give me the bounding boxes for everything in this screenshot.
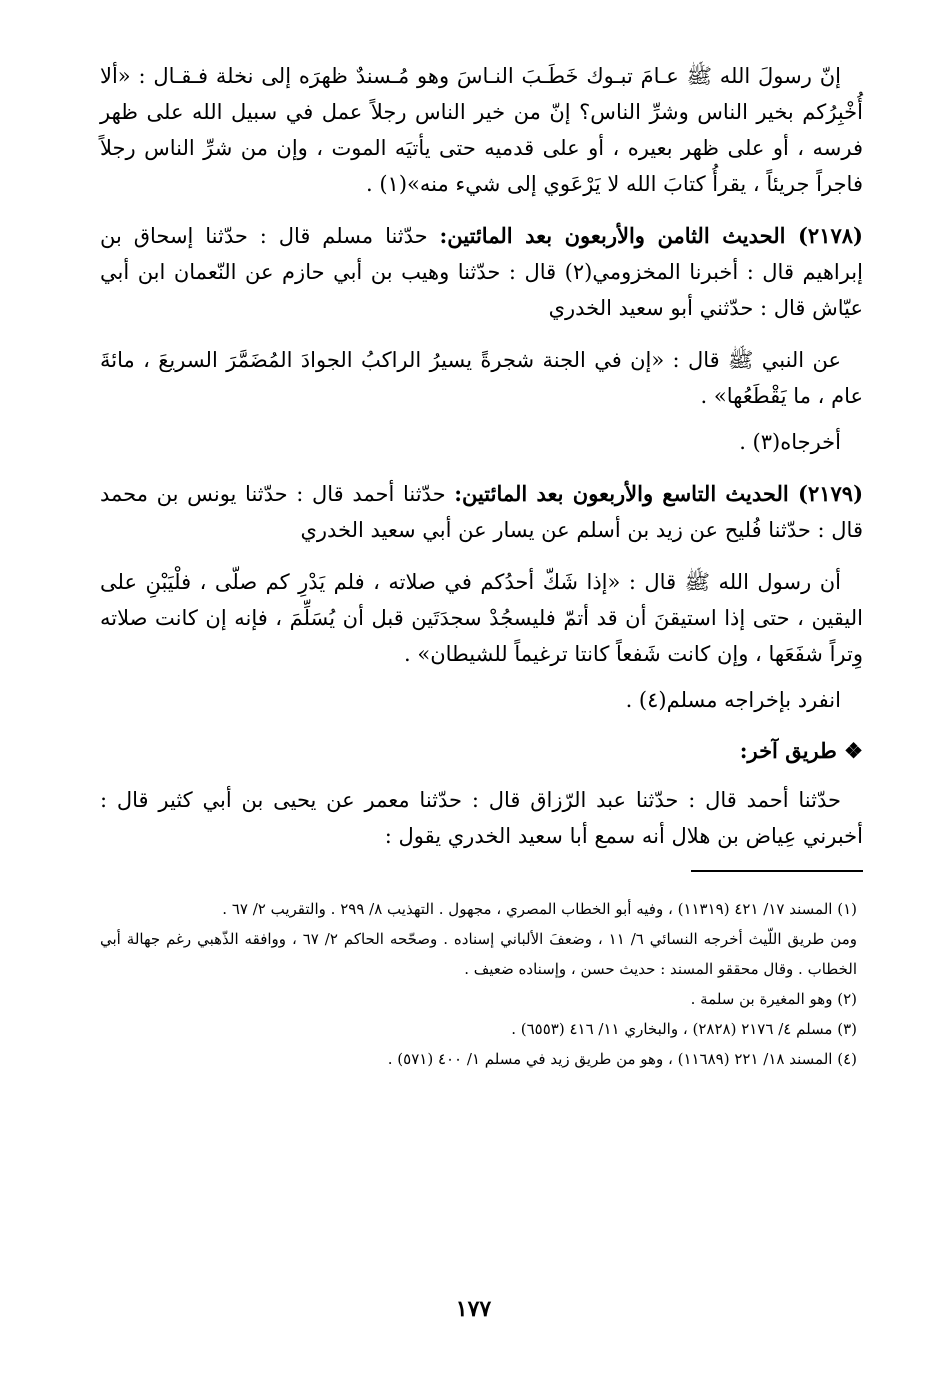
footnotes xyxy=(100,894,863,1074)
footnote-1: (١) المسند ١٧/ ٤٢١ (١١٣١٩) ، وفيه أبو الخطاب المصري ، مجهول . التهذيب ٨/ ٢٩٩ . والتقريب ٢/ ٦٧ . xyxy=(222,900,857,918)
hadith-2178 xyxy=(100,218,863,326)
footnote-separator xyxy=(691,870,863,872)
another-route-heading: ❖ طريق آخر: xyxy=(739,738,863,763)
page-body xyxy=(100,58,863,1074)
takhrij-2178: أخرجاه(٣) . xyxy=(739,430,841,454)
takhrij-2179: انفرد بإخراجه مسلم(٤) . xyxy=(625,688,841,712)
heading-2179: (٢١٧٩) الحديث التاسع والأربعون بعد المائتين: xyxy=(454,481,863,506)
hadith-text-2178: عن النبي ﷺ قال : «إن في الجنة شجرةً يسيرُ الراكبُ الجوادَ المُضَمَّرَ السريعَ ، مائةَ عام ، ما يَقْطَعُها» . xyxy=(100,348,863,408)
isnad-2179: حدّثنا أحمد قال : حدّثنا يونس بن محمد قال : حدّثنا فُليح عن زيد بن أسلم عن يسار عن أبي سعيد الخدري xyxy=(100,482,863,542)
footnote-4: (٤) المسند ١٨/ ٢٢١ (١١٦٨٩) ، وهو من طريق زيد في مسلم ١/ ٤٠٠ (٥٧١) . xyxy=(387,1050,857,1068)
hadith-text-1: إنّ رسولَ الله ﷺ عـامَ تبـوك خَطَـبَ النـاسَ وهو مُـسندٌ ظهرَه إلى نخلة فـقـال : «ألا أُخْبِرُكم بخير الناس وشرِّ الناس؟ إنّ من خير الناس رجلاً عمل في سبيل الله على ظهر فرسه ، أو على ظهر بعيره ، أو على قدميه حتى يأتيَه الموت ، وإن من شرِّ الناس رجلاً فاجراً جريئاً ، يقرأُ كتابَ الله لا يَرْعَوي إلى شيء منه»(١) . xyxy=(100,64,863,196)
hadith-text-2179: أن رسول الله ﷺ قال : «إذا شَكّ أحدُكم في صلاته ، فلم يَدْرِ كم صلّى ، فلْيَبْنِ على اليقين ، حتى إذا استيقنَ أن قد أتمّ فليسجُدْ سجدَتَين قبل أن يُسَلِّمَ ، فإنه إن كانت صلاته وِتراً شفَعَها ، وإن كانت شَفعاً كانتا ترغيماً للشيطان» . xyxy=(100,570,863,666)
isnad-another-route: حدّثنا أحمد قال : حدّثنا عبد الرّزاق قال : حدّثنا معمر عن يحيى بن أبي كثير قال : أخبرني عِياض بن هلال أنه سمع أبا سعيد الخدري يقول : xyxy=(100,788,863,848)
footnote-2: (٢) وهو المغيرة بن سلمة . xyxy=(690,990,857,1008)
heading-2178: (٢١٧٨) الحديث الثامن والأربعون بعد المائتين: xyxy=(439,223,863,248)
hadith-2179 xyxy=(100,476,863,548)
footnote-1-continued: ومن طريق اللّيث أخرجه النسائي ٦/ ١١ ، وضعفَ الألباني إسناده . وصحّحه الحاكم ٢/ ٦٧ ، ووافقه الذّهبي رغم جهالة أبي الخطاب . وقال محققو المسند : حديث حسن ، وإسناده ضعيف . xyxy=(100,930,857,978)
isnad-2178: حدّثنا مسلم قال : حدّثنا إسحاق بن إبراهيم قال : أخبرنا المخزومي(٢) قال : حدّثنا وهيب بن أبي حازم عن النّعمان ابن أبي عيّاش قال : حدّثني أبو سعيد الخدري xyxy=(100,224,863,320)
page-number: ١٧٧ xyxy=(455,1296,492,1322)
footnote-3: (٣) مسلم ٤/ ٢١٧٦ (٢٨٢٨) ، والبخاري ١١/ ٤١٦ (٦٥٥٣) . xyxy=(511,1020,857,1038)
